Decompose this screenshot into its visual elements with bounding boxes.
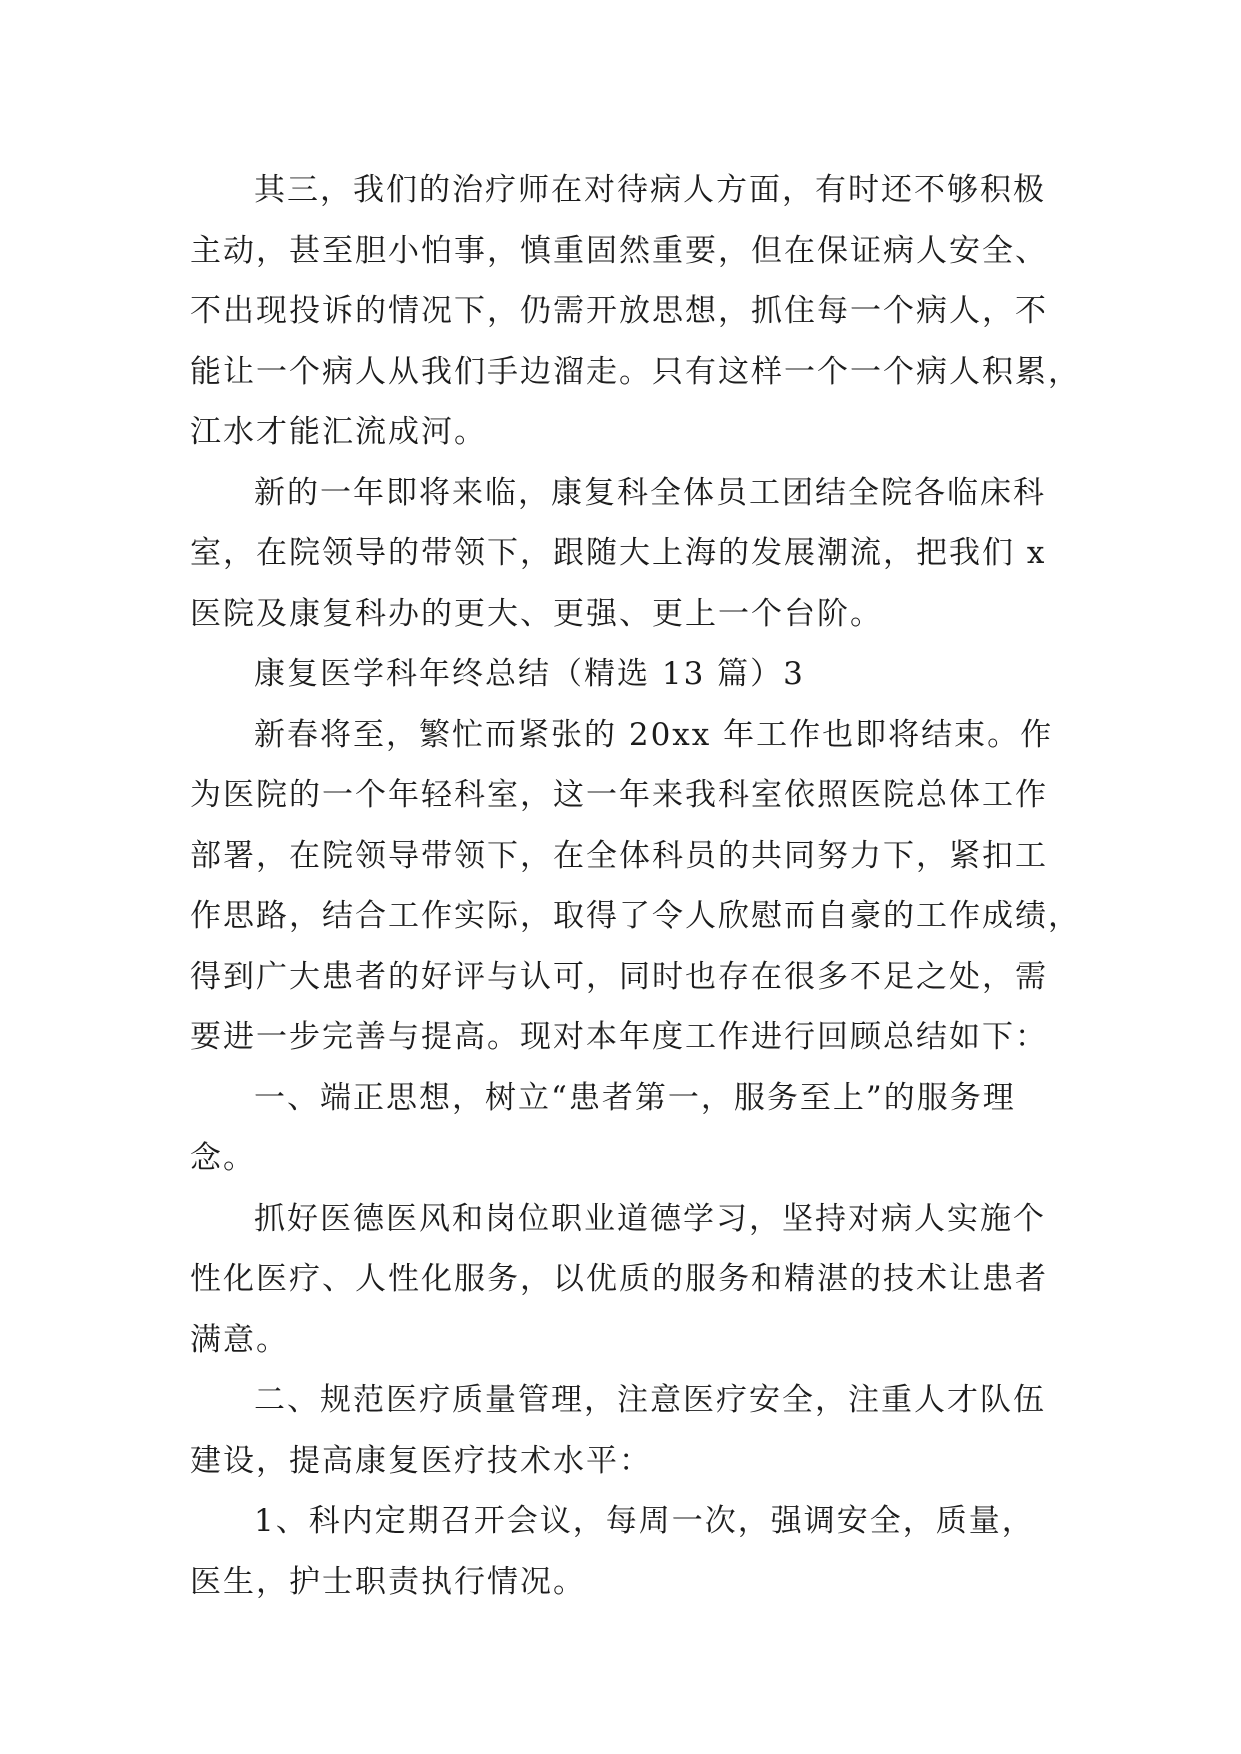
text-line: 1、科内定期召开会议，每周一次，强调安全，质量， [254, 1503, 1035, 1539]
section-heading-text: 康复医学科年终总结（精选 13 篇）3 [254, 656, 805, 692]
text-line: 性化医疗、人性化服务，以优质的服务和精湛的技术让患者 [190, 1261, 1048, 1297]
document-body [190, 160, 1081, 1612]
text-line: 新春将至，繁忙而紧张的 20xx 年工作也即将结束。作 [254, 716, 1054, 753]
text-line: 室，在院领导的带领下，跟随大上海的发展潮流，把我们 x [190, 535, 1047, 571]
text-line: 建设，提高康复医疗技术水平： [190, 1442, 652, 1479]
text-line: 得到广大患者的好评与认可，同时也存在很多不足之处，需 [190, 958, 1048, 995]
text-line: 医生，护士职责执行情况。 [190, 1563, 586, 1600]
text-line: 江水才能汇流成河。 [190, 414, 487, 450]
text-line: 医院及康复科办的更大、更强、更上一个台阶。 [190, 595, 883, 632]
text-line: 二、规范医疗质量管理，注意医疗安全，注重人才队伍 [254, 1382, 1046, 1418]
text-line: 主动，甚至胆小怕事，慎重固然重要，但在保证病人安全、 [190, 232, 1048, 269]
text-line: 其三，我们的治疗师在对待病人方面，有时还不够积极 [254, 172, 1046, 208]
text-line: 新的一年即将来临，康复科全体员工团结全院各临床科 [254, 474, 1046, 511]
text-line: 念。 [190, 1140, 256, 1176]
text-line: 作思路，结合工作实际，取得了令人欣慰而自豪的工作成绩， [190, 898, 1081, 934]
text-line: 一、端正思想，树立“患者第一，服务至上”的服务理 [254, 1079, 1016, 1116]
section-heading [190, 644, 1060, 705]
paragraph-point-two [190, 1370, 1060, 1491]
paragraph-point-one [190, 1068, 1060, 1189]
paragraph-ethics [190, 1189, 1060, 1371]
text-line: 能让一个病人从我们手边溜走。只有这样一个一个病人积累， [190, 353, 1081, 390]
text-line: 要进一步完善与提高。现对本年度工作进行回顾总结如下： [190, 1019, 1048, 1055]
text-line: 满意。 [190, 1321, 289, 1358]
text-line: 部署，在院领导带领下，在全体科员的共同努力下，紧扣工 [190, 837, 1048, 874]
text-line: 不出现投诉的情况下，仍需开放思想，抓住每一个病人，不 [190, 293, 1048, 329]
text-line: 抓好医德医风和岗位职业道德学习，坚持对病人实施个 [254, 1200, 1046, 1237]
paragraph-introduction [190, 705, 1081, 1068]
paragraph-new-year [190, 463, 1060, 645]
paragraph-therapist-attitude [190, 160, 1081, 463]
paragraph-item-one [190, 1491, 1060, 1612]
text-line: 为医院的一个年轻科室，这一年来我科室依照医院总体工作 [190, 777, 1048, 813]
